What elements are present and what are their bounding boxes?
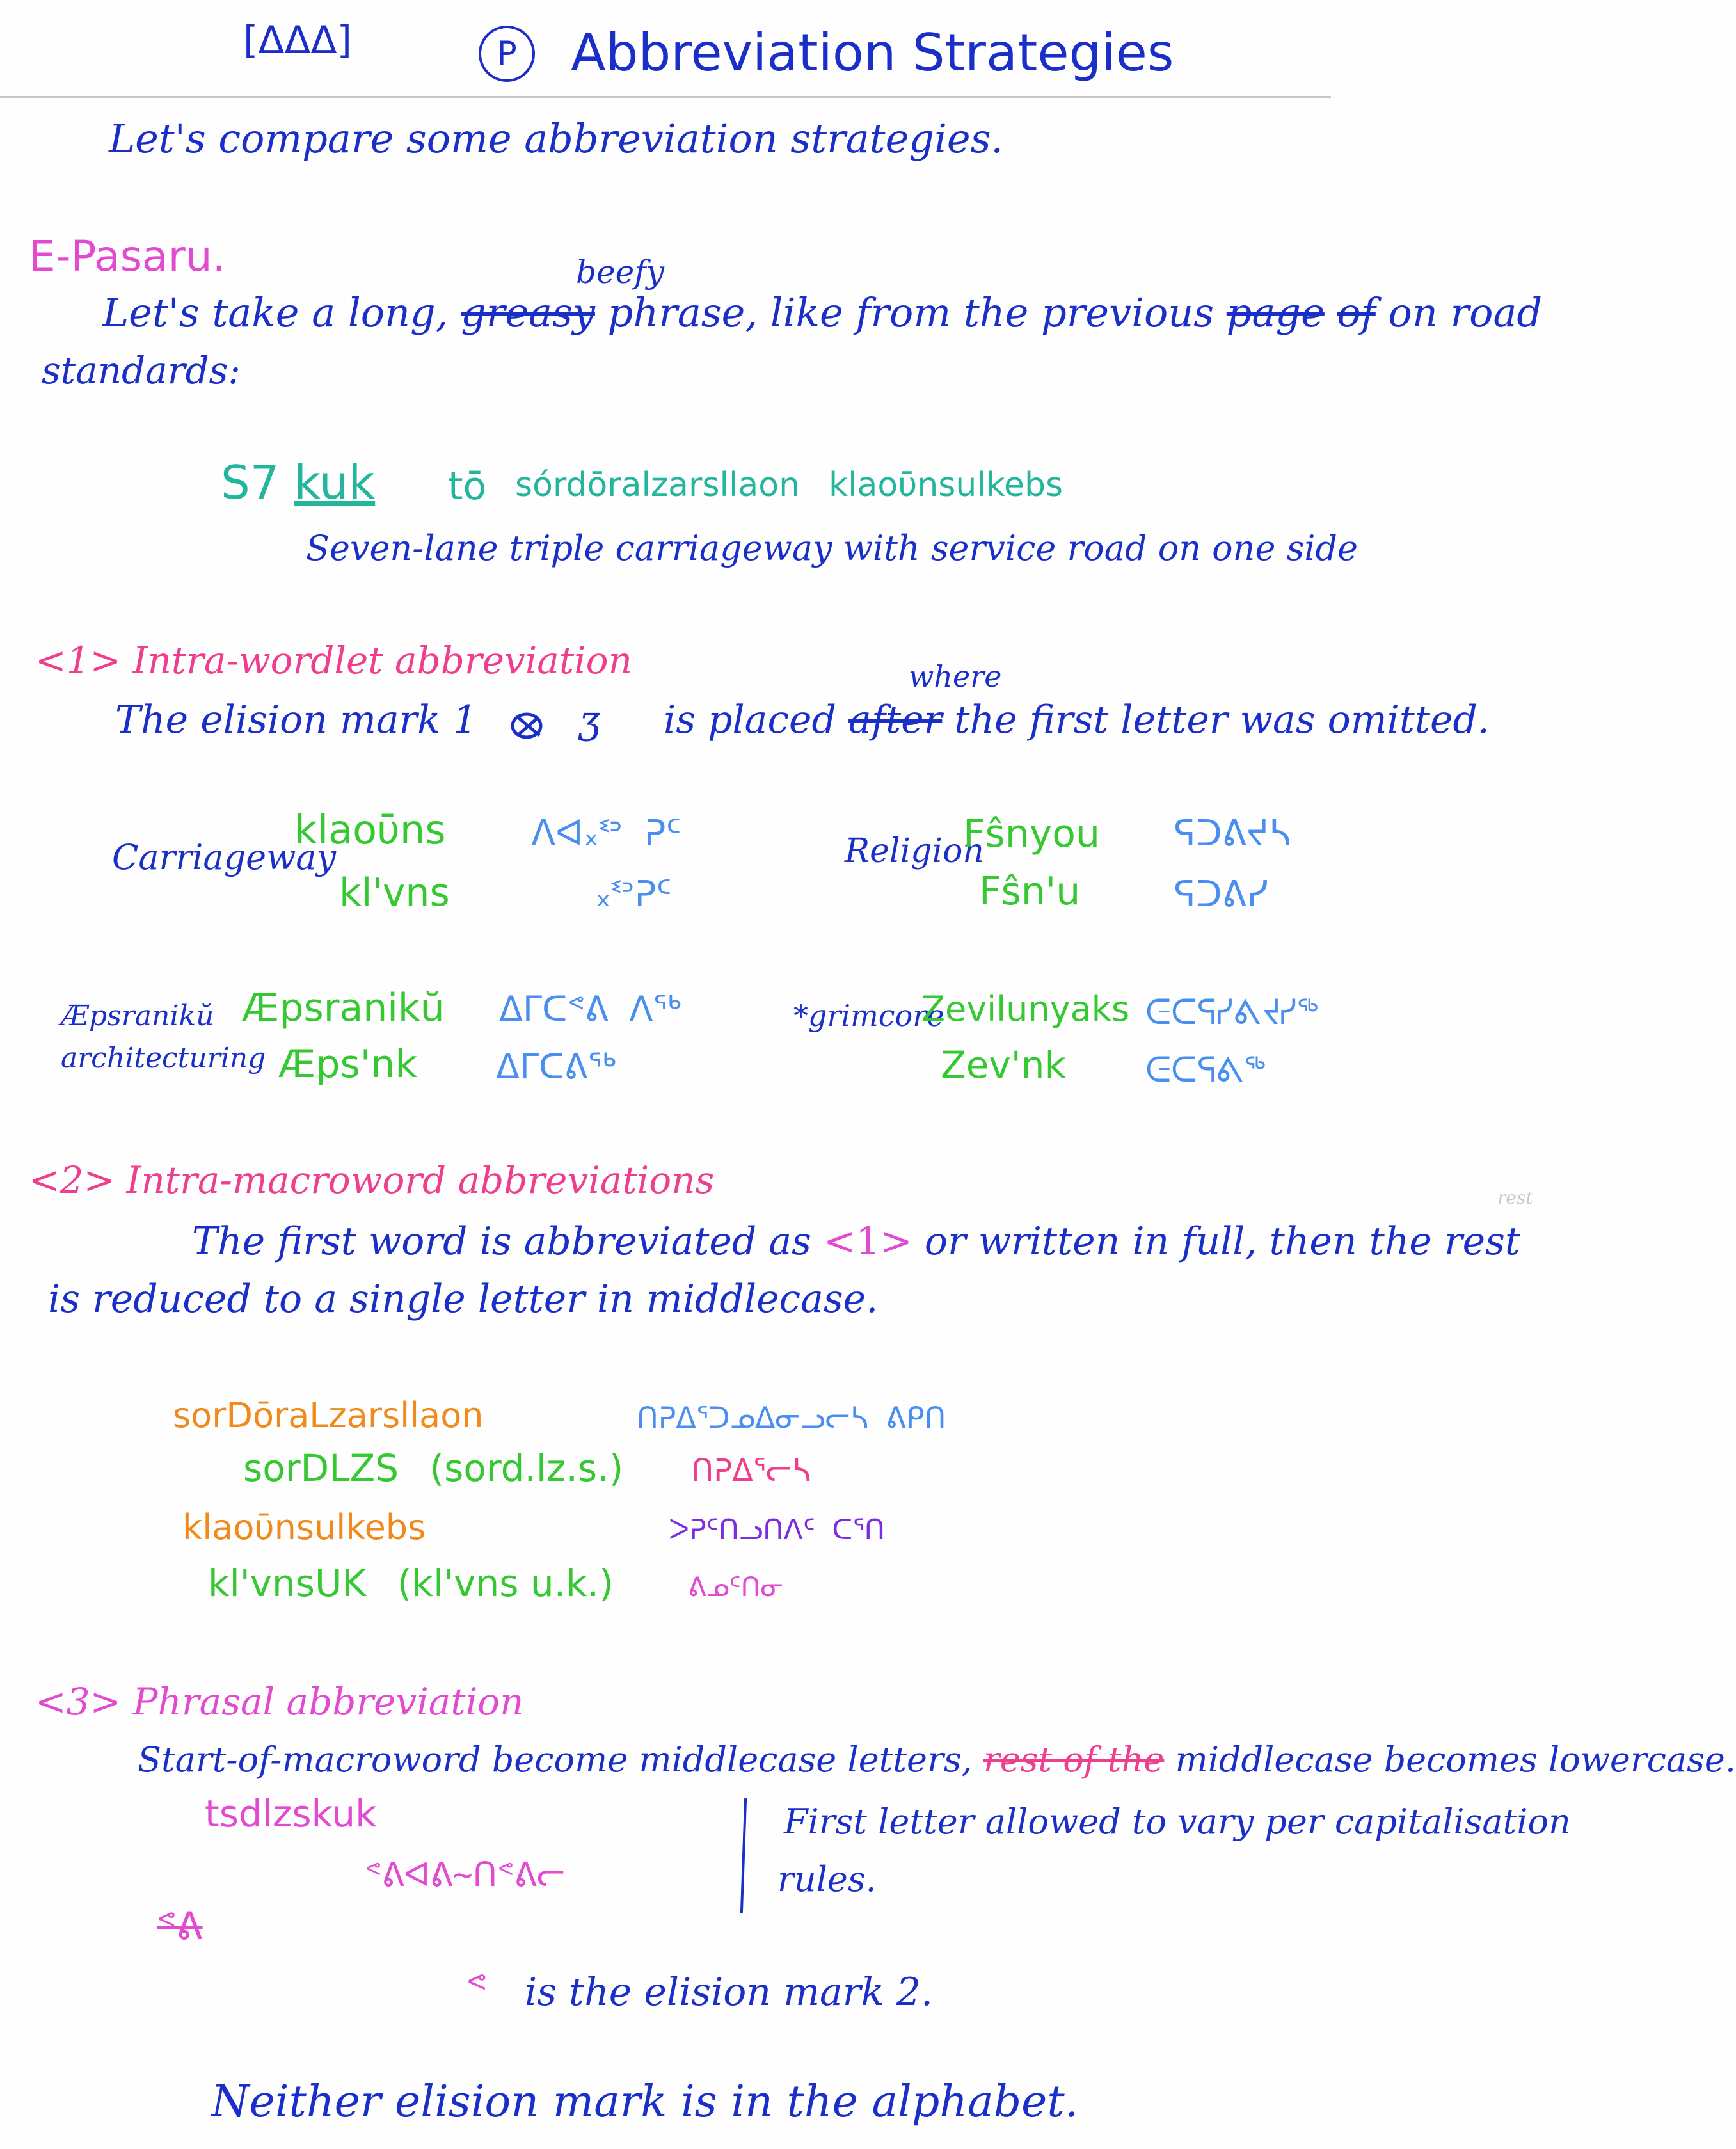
line1-c: phrase, like from the previous [607, 289, 1214, 336]
label-religion: Religion [845, 832, 984, 870]
struck-after: after [848, 698, 943, 742]
elision-mark2-text: is the elision mark 2. [525, 1970, 934, 2015]
line-a: The elision mark 1 [115, 698, 477, 742]
ex1-full: sorDōraLzarsllaon [173, 1395, 484, 1435]
line1-a: The first word is abbreviated as [192, 1219, 811, 1264]
example-s7-number: S7 [221, 456, 280, 509]
elision-mark1-glyph [509, 707, 547, 739]
section3-example: tsdlzskuk [205, 1792, 377, 1835]
example-word3: klaoῡnsulkebs [829, 466, 1063, 504]
conclusion: Neither elision mark is in the alphabet. [211, 2077, 1079, 2127]
struck-rest-of-the: rest of the [983, 1739, 1165, 1780]
ex1-abbr: sorDLZS [243, 1446, 399, 1490]
line1-b: or written in full, then the rest [924, 1219, 1521, 1264]
ex1-paren: (sord.lz.s.) [429, 1446, 624, 1490]
line1-b: long, [347, 289, 449, 336]
section1-line [115, 698, 1490, 742]
note-divider [740, 1798, 747, 1913]
insert-beefy: beefy [576, 253, 664, 291]
line1-b: middlecase becomes lowercase. [1175, 1739, 1736, 1780]
struck-page: page [1226, 289, 1325, 336]
aepsraniku-script-full: ᐃᒥᑕᕝᕕ ᐱᖅ [499, 989, 681, 1029]
note-line1: First letter allowed to vary per capitalisation [784, 1801, 1571, 1842]
religion-script-abbr: ᕋᑐᕕᓯ [1174, 874, 1268, 915]
elision-mark1-small: ʒ [578, 698, 600, 742]
ex2-full: klaoῡnsulkebs [182, 1507, 426, 1547]
section3-example-script: ᕝᕕᐊᕕ~ᑎᕝᕕᓕ [365, 1856, 566, 1894]
section2-heading: <2> Intra-macroword abbreviations [29, 1158, 715, 1202]
grimcore-abbr: Zev'nk [941, 1043, 1067, 1087]
religion-abbr: Fŝn'u [979, 869, 1081, 914]
label-grimcore: *grimcore [793, 998, 944, 1033]
ex2-abbr-script: ᕕᓄᑦᑎᓂ [688, 1571, 784, 1602]
aepsraniku-full: Æpsranikŭ [242, 986, 445, 1030]
insert-where: where [909, 659, 1002, 694]
section1-heading: <1> Intra-wordlet abbreviation [35, 639, 632, 682]
intro-text: Let's compare some abbreviation strategies. [109, 115, 1004, 162]
section3-heading: <3> Phrasal abbreviation [35, 1680, 524, 1723]
page-title: Abbreviation Strategies [571, 23, 1174, 83]
line1-a: Start-of-macroword become middlecase letters, [138, 1739, 973, 1780]
grimcore-script-full: ᕮᑕᕋᓯᕕᔪᓯᖅ [1145, 992, 1319, 1032]
ref-1: <1> [824, 1219, 912, 1264]
line1-a: Let's take a [102, 289, 336, 336]
section2-line1 [192, 1219, 1520, 1264]
section-e-line1 [102, 289, 1542, 336]
carriageway-script-abbr: ᙮ᓫᐣᕈᑦ [595, 874, 672, 915]
grimcore-full: Zevilunyaks [921, 989, 1130, 1029]
struck-glyph: ᕝᕕ [157, 1904, 203, 1949]
carriageway-script-full: ᐱᐊ᙮ᓫᐣ ᕈᑦ [531, 813, 681, 854]
struck-greasy: greasy [461, 289, 595, 336]
example-word2: sórdōralzarsllaon [515, 466, 800, 504]
ex2-abbr-line [208, 1562, 614, 1605]
religion-script-full: ᕋᑐᕕᔪᓴ [1174, 813, 1291, 854]
label-carriageway: Carriageway [112, 837, 337, 877]
example-kuk: kuk [294, 456, 376, 509]
carriageway-abbr: kl'vns [339, 870, 450, 915]
struck-of: of [1337, 289, 1376, 336]
ex2-abbr: kl'vnsUK [208, 1562, 367, 1605]
example-translation: Seven-lane triple carriageway with service road on one side [306, 528, 1358, 568]
ex2-script: ᐳᕈᑦᑎᓗᑎᐱᑦ ᑕᕐᑎ [669, 1514, 886, 1546]
line-c: the first letter was omitted. [954, 698, 1490, 742]
section3-line1 [138, 1739, 1736, 1780]
aepsraniku-abbr: Æps'nk [278, 1042, 418, 1087]
label-aepsraniku: Æpsranikŭ architecturing [61, 1000, 266, 1074]
insert-rest: rest [1497, 1187, 1533, 1208]
carriageway-full: klaoῡns [294, 806, 446, 853]
section2-line2: is reduced to a single letter in middlecase. [48, 1277, 879, 1322]
note-line2: rules. [777, 1859, 877, 1899]
religion-full: Fŝnyou [963, 811, 1101, 856]
header-rule [0, 96, 1331, 98]
ex2-paren: (kl'vns u.k.) [397, 1562, 614, 1605]
section-e-heading: E-Pasaru. [29, 232, 226, 281]
elision-mark2-glyph: ᕝ [466, 1965, 488, 2014]
line-b: is placed [664, 698, 836, 742]
line1-d: on road [1388, 289, 1543, 336]
header-logo: [ΔΔΔ] [243, 18, 352, 63]
aepsraniku-script-abbr: ᐃᒥᑕᕕᖅ [496, 1046, 616, 1087]
example-s7 [221, 456, 375, 509]
grimcore-script-abbr: ᕮᑕᕋᕕᖅ [1145, 1050, 1267, 1090]
section-e-line2: standards: [42, 349, 241, 392]
example-to: tō [448, 464, 487, 509]
ex1-abbr-script: ᑎᕈᐃᕐᓕᓴ [691, 1453, 811, 1489]
ex1-script: ᑎᕈᐃᕐᑐᓄᐃᓂᓗᓕᓴ ᕕᑭᑎ [637, 1400, 946, 1435]
circle-letter: P [479, 26, 535, 82]
ex1-abbr-line [243, 1446, 623, 1490]
